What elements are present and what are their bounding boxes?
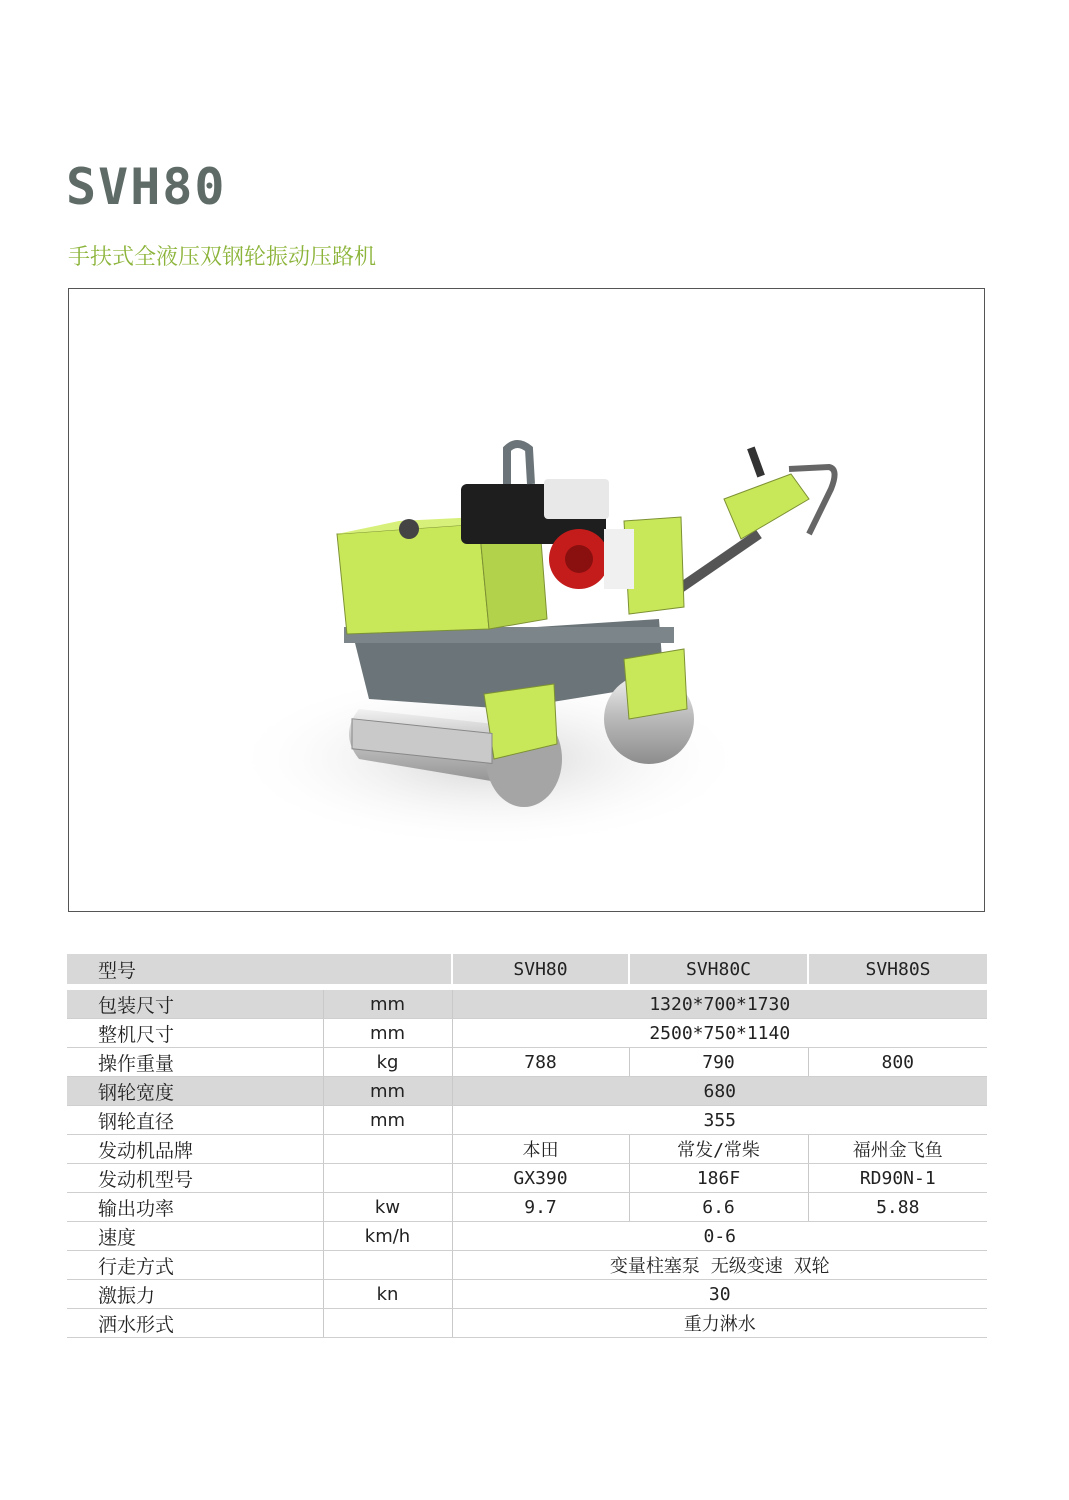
handle-control-box — [724, 474, 809, 539]
spec-row-drum-diameter — [67, 1106, 987, 1135]
spec-unit — [323, 1251, 452, 1280]
spec-unit: mm — [323, 1019, 452, 1048]
spec-header-label: 型号 — [67, 954, 452, 987]
product-photo — [68, 288, 985, 912]
spec-row-speed — [67, 1222, 987, 1251]
spec-value: 福州金飞鱼 — [808, 1135, 987, 1164]
engine-label — [604, 529, 634, 589]
spec-value: 2500*750*1140 — [452, 1019, 987, 1048]
spec-value: GX390 — [452, 1164, 629, 1193]
spec-row-output-power — [67, 1193, 987, 1222]
spec-row-machine-size — [67, 1019, 987, 1048]
spec-value: 5.88 — [808, 1193, 987, 1222]
engine-lift-handle — [507, 444, 531, 484]
model-svh80: SVH80 — [452, 954, 629, 987]
spec-value: 变量柱塞泵 无级变速 双轮 — [452, 1251, 987, 1280]
spec-label: 操作重量 — [67, 1048, 323, 1077]
spec-value: 9.7 — [452, 1193, 629, 1222]
spec-label: 发动机型号 — [67, 1164, 323, 1193]
spec-label: 钢轮直径 — [67, 1106, 323, 1135]
spec-label: 钢轮宽度 — [67, 1077, 323, 1106]
spec-value: 680 — [452, 1077, 987, 1106]
spec-label: 行走方式 — [67, 1251, 323, 1280]
spec-unit: mm — [323, 987, 452, 1019]
spec-value: 30 — [452, 1280, 987, 1309]
spec-value: RD90N-1 — [808, 1164, 987, 1193]
spec-label: 激振力 — [67, 1280, 323, 1309]
spec-row-vibration-force — [67, 1280, 987, 1309]
handle-bar — [679, 534, 759, 589]
spec-row-engine-model — [67, 1164, 987, 1193]
spec-label: 整机尺寸 — [67, 1019, 323, 1048]
spec-row-drum-width — [67, 1077, 987, 1106]
spec-unit — [323, 1164, 452, 1193]
spec-row-engine-brand — [67, 1135, 987, 1164]
spec-label: 包装尺寸 — [67, 987, 323, 1019]
spec-value: 788 — [452, 1048, 629, 1077]
spec-value: 1320*700*1730 — [452, 987, 987, 1019]
spec-unit: km/h — [323, 1222, 452, 1251]
spec-value: 常发/常柴 — [629, 1135, 808, 1164]
spec-table — [67, 954, 987, 1338]
spec-unit — [323, 1309, 452, 1338]
spec-unit: mm — [323, 1077, 452, 1106]
model-svh80c: SVH80C — [629, 954, 808, 987]
engine-recoil-center — [565, 545, 593, 573]
page-title: SVH80 — [66, 158, 227, 216]
spec-value: 0-6 — [452, 1222, 987, 1251]
spec-unit: mm — [323, 1106, 452, 1135]
page-subtitle: 手扶式全液压双钢轮振动压路机 — [68, 245, 377, 270]
roller-illustration — [69, 289, 986, 913]
spec-value: 186F — [629, 1164, 808, 1193]
spec-value: 本田 — [452, 1135, 629, 1164]
spec-unit: kw — [323, 1193, 452, 1222]
spec-row-water-spray — [67, 1309, 987, 1338]
spec-label: 洒水形式 — [67, 1309, 323, 1338]
spec-value: 重力淋水 — [452, 1309, 987, 1338]
rear-drum-guard — [624, 649, 687, 719]
spec-row-drive-type — [67, 1251, 987, 1280]
spec-label: 发动机品牌 — [67, 1135, 323, 1164]
spec-row-operating-weight — [67, 1048, 987, 1077]
spec-label: 输出功率 — [67, 1193, 323, 1222]
spec-value: 790 — [629, 1048, 808, 1077]
spec-value: 800 — [808, 1048, 987, 1077]
spec-unit — [323, 1135, 452, 1164]
spec-unit: kn — [323, 1280, 452, 1309]
spec-value: 355 — [452, 1106, 987, 1135]
spec-header-row — [67, 954, 987, 987]
spec-row-package-size — [67, 987, 987, 1019]
engine-tank — [544, 479, 609, 519]
model-svh80s: SVH80S — [808, 954, 987, 987]
spec-value: 6.6 — [629, 1193, 808, 1222]
handle-lever — [747, 447, 765, 478]
spec-label: 速度 — [67, 1222, 323, 1251]
fuel-cap — [399, 519, 419, 539]
spec-unit: kg — [323, 1048, 452, 1077]
